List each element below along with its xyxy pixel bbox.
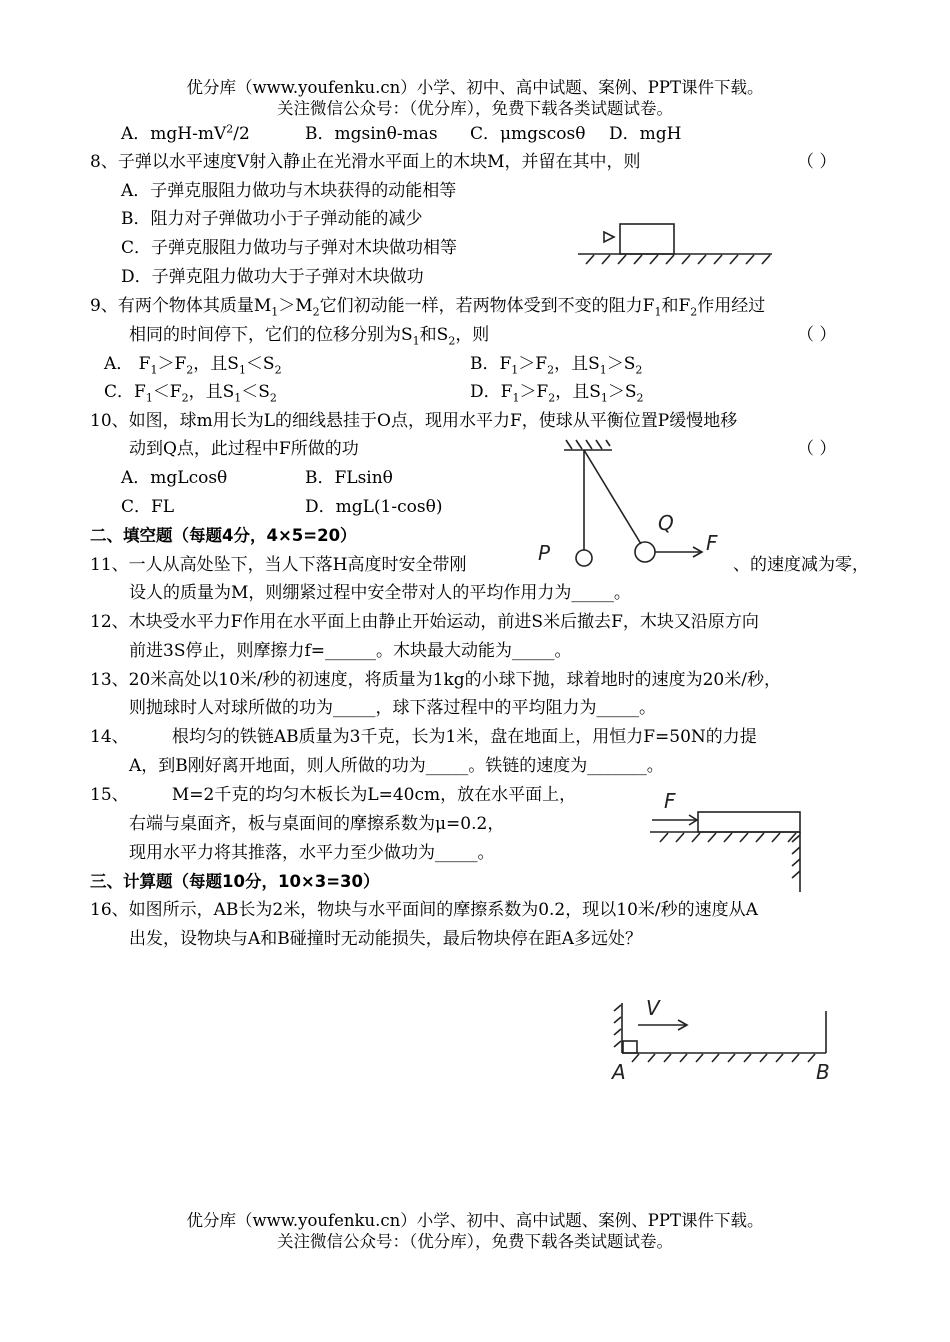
q13-line-1: 13、20米高处以10米/秒的初速度，将质量为1kg的小球下抛，球着地时的速度为20米/秒， — [90, 670, 781, 690]
q10-answer-paren: （ ） — [797, 439, 837, 459]
q7-option-b: B．mgsinθ-mas — [305, 124, 438, 144]
q10-option-c: C．FL — [121, 497, 175, 517]
fig-label-b: B — [816, 1060, 830, 1084]
section-2-title: 二、填空题（每题4分，4×5=20） — [90, 526, 357, 545]
q7-option-d: D．mgH — [609, 124, 682, 144]
q15-board-figure — [650, 788, 820, 898]
q9-option-c: C．$F_1<F_2$，且$S_1<S_2$ — [104, 382, 277, 405]
q8-option-c: C．子弹克服阻力做功与子弹对木块做功相等 — [121, 238, 458, 258]
q10-option-d: D．mgL(1-cosθ) — [305, 497, 443, 517]
q9-stem-line-2: 相同的时间停下，它们的位移分别为$S_1$和$S_2$，则 — [129, 325, 490, 348]
q9-stem-line-1: 9、有两个物体其质量$M_1>M_2$它们初动能一样，若两物体受到不变的阻力$F_1$和$F_2$作用经过 — [90, 296, 766, 319]
q14-line-2: A，到B刚好离开地面，则人所做的功为_____。铁链的速度为_______。 — [129, 756, 664, 776]
q8-option-a: A．子弹克服阻力做功与木块获得的动能相等 — [121, 181, 457, 201]
q11-line-1a: 11、一人从高处坠下，当人下落H高度时安全带刚 — [90, 555, 467, 575]
fig-label-v: V — [646, 996, 660, 1020]
q11-line-2: 设人的质量为M，则绷紧过程中安全带对人的平均作用力为_____。 — [129, 583, 631, 603]
q8-option-b: B．阻力对子弹做功小于子弹动能的减少 — [121, 209, 423, 229]
fig-label-q: Q — [658, 511, 674, 535]
q7-option-a: A．mgH-$mV^2/2$ — [121, 122, 250, 144]
footer-line-1: 优分库（www.youfenku.cn）小学、初中、高中试题、案例、PPT课件下载。 — [186, 1211, 764, 1230]
q9-answer-paren: （ ） — [797, 325, 837, 345]
fig-label-p: P — [538, 541, 551, 565]
q7-option-c: C．μmgscosθ — [470, 124, 586, 144]
q15-line-1: 15、 M=2千克的均匀木板长为L=40cm，放在水平面上， — [90, 785, 577, 805]
q8-block-figure — [576, 218, 776, 268]
q14-line-1: 14、 根均匀的铁链AB质量为3千克，长为1米，盘在地面上，用恒力F=50N的力提 — [90, 727, 757, 747]
q8-answer-paren: （ ） — [797, 152, 837, 172]
q15-line-2: 右端与桌面齐，板与桌面间的摩擦系数为μ=0.2， — [129, 814, 505, 834]
q10-option-b: B．FLsinθ — [305, 468, 393, 488]
q16-track-figure — [604, 985, 844, 1085]
q11-line-1b: 、的速度减为零， — [733, 555, 869, 575]
q9-option-b: B．$F_1>F_2$，且$S_1>S_2$ — [470, 354, 643, 377]
q8-option-d: D．子弹克阻力做功大于子弹对木块做功 — [121, 267, 424, 287]
q9-option-a: A． $F_1>F_2$，且$S_1<S_2$ — [104, 354, 282, 377]
fig-label-f: F — [664, 789, 676, 813]
q13-line-2: 则抛球时人对球所做的功为_____，球下落过程中的平均阻力为_____。 — [129, 698, 656, 718]
header-line-2: 关注微信公众号：（优分库），免费下载各类试题试卷。 — [277, 99, 673, 118]
q10-pendulum-figure — [538, 438, 738, 578]
header-line-1: 优分库（www.youfenku.cn）小学、初中、高中试题、案例、PPT课件下载。 — [186, 78, 764, 97]
q15-line-3: 现用水平力将其推落，水平力至少做功为_____。 — [129, 843, 495, 863]
q10-stem-line-2: 动到Q点，此过程中F所做的功 — [129, 439, 359, 459]
q12-line-2: 前进3S停止，则摩擦力f=______。木块最大动能为_____。 — [129, 641, 572, 661]
q9-option-d: D．$F_1>F_2$，且$S_1>S_2$ — [470, 382, 644, 405]
section-3-title: 三、计算题（每题10分，10×3=30） — [90, 872, 380, 891]
q10-option-a: A．mgLcosθ — [121, 468, 228, 488]
footer-line-2: 关注微信公众号：（优分库），免费下载各类试题试卷。 — [277, 1232, 673, 1251]
q12-line-1: 12、木块受水平力F作用在水平面上由静止开始运动，前进S米后撤去F，木块又沿原方向 — [90, 612, 759, 632]
fig-label-f: F — [706, 531, 718, 555]
q10-stem-line-1: 10、如图，球m用长为L的细线悬挂于O点，现用水平力F，使球从平衡位置P缓慢地移 — [90, 411, 738, 431]
fig-label-a: A — [612, 1060, 626, 1084]
q16-line-2: 出发，设物块与A和B碰撞时无动能损失，最后物块停在距A多远处？ — [129, 929, 643, 949]
q8-stem: 8、子弹以水平速度V射入静止在光滑水平面上的木块M，并留在其中，则 — [90, 152, 641, 172]
q16-line-1: 16、如图所示，AB长为2米，物块与水平面间的摩擦系数为0.2，现以10米/秒的速度从A — [90, 900, 758, 920]
